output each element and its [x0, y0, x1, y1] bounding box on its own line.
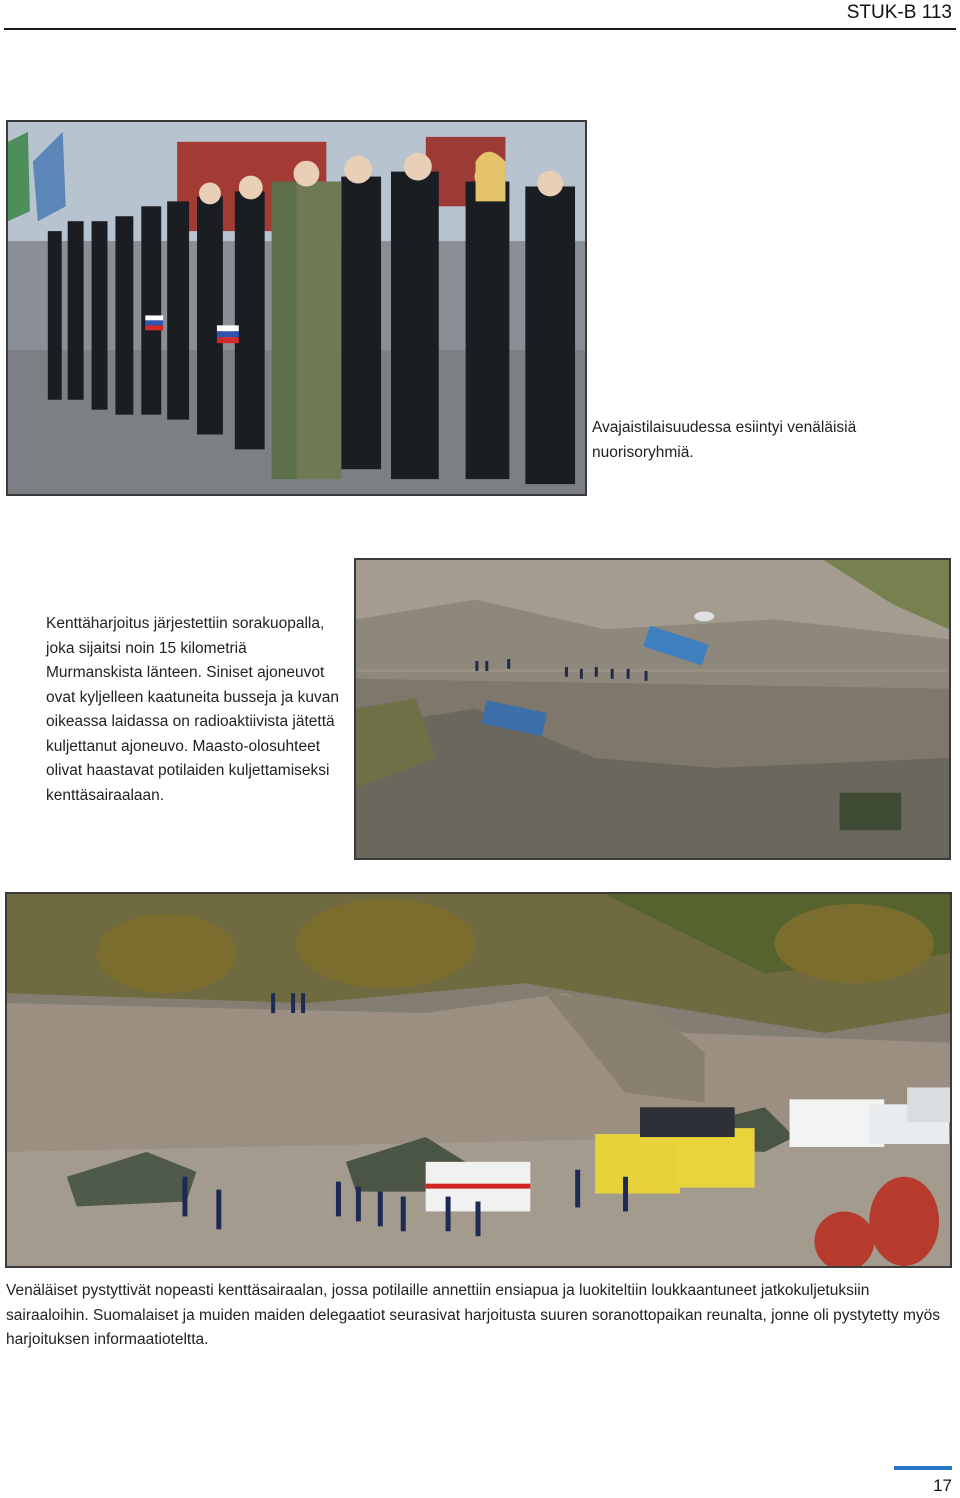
field-hospital-photo [5, 892, 952, 1268]
gravel-pit-vehicles-photo [354, 558, 951, 860]
youth-groups-caption: Avajaistilaisuudessa esiintyi venäläisiä nuorisoryhmiä. [592, 419, 857, 461]
youth-groups-photo [6, 120, 587, 496]
footer-accent-rule [894, 1466, 952, 1470]
gravel-pit-caption: Kenttäharjoitus järjestettiin sorakuopalla, joka sijaitsi noin 15 kilometriä Murmanskista länteen. Siniset ajoneuvot ovat kyljelleen kaatuneita busseja ja kuvan oikeassa laidassa on radioaktiivista jätettä kuljettanut ajoneuvo. Maasto-olosuhteet olivat haastavat potilaiden kuljettamiseksi kenttäsairaalaan. [46, 615, 339, 804]
page-number: 17 [933, 1476, 952, 1495]
report-id: STUK-B 113 [846, 2, 952, 23]
field-hospital-caption: Venäläiset pystyttivät nopeasti kenttäsairaalan, jossa potilaille annettiin ensiapua ja luokiteltiin loukkaantuneet jatkokuljetuksiin sairaaloihin. Suomalaiset ja muiden maiden delegaatiot seurasivat harjoitusta suuren soranottopaikan reunalta, jonne oli pystytetty myös harjoituksen informaatioteltta. [6, 1282, 940, 1348]
header-rule [4, 28, 956, 30]
